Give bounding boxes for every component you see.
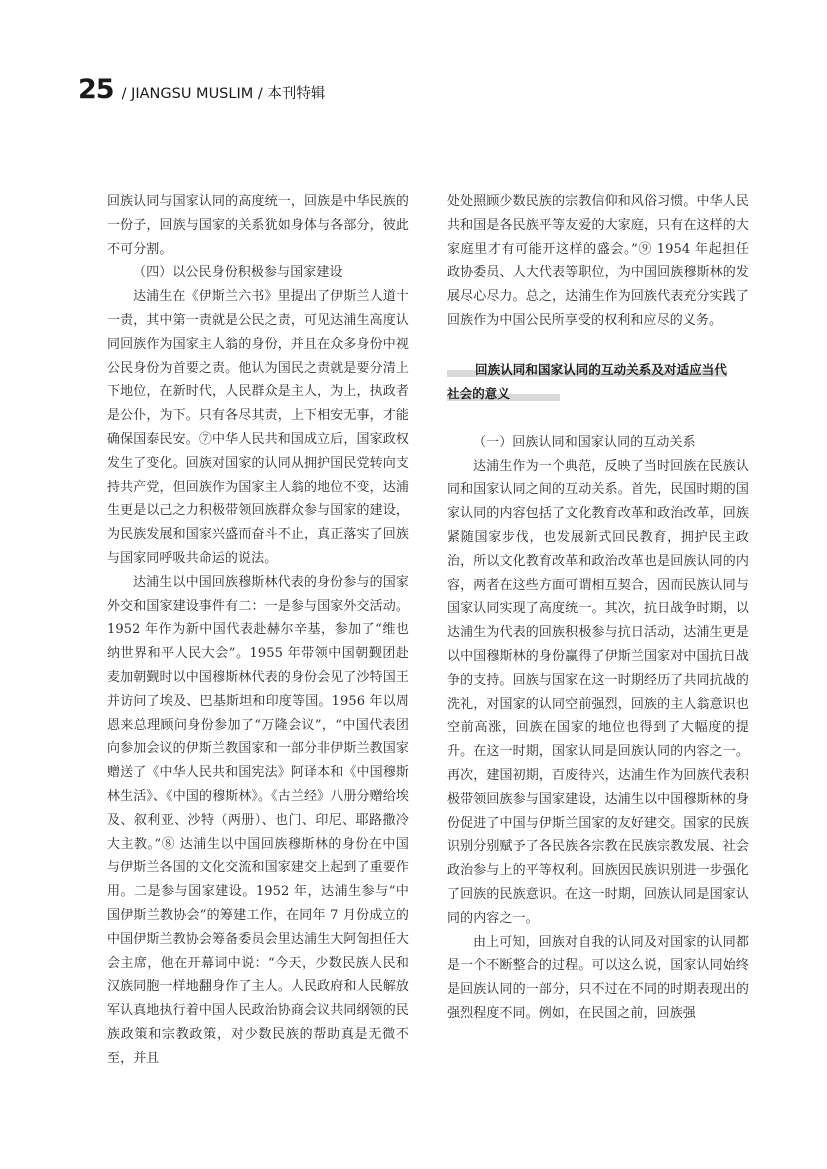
paragraph: 达浦生作为一个典范，反映了当时回族在民族认同和国家认同之间的互动关系。首先，民国时期的国家认同的内容包括了文化教育改革和政治改革，回族紧随国家步伐，也发展新式回民教育，拥护民主政治，所以文化教育改革和政治改革也是回族认同的内容，两者在这些方面可谓相互契合，因而民族认同与国家认同实现了高度统一。其次，抗日战争时期，以达浦生为代表的回族积极参与抗日活动，达浦生更是以中国穆斯林的身份赢得了伊斯兰国家对中国抗日战争的支持。回族与国家在这一时期经历了共同抗战的洗礼，对国家的认同空前强烈，回族的主人翁意识也空前高涨，回族在国家的地位也得到了大幅度的提升。在这一时期，国家认同是回族认同的内容之一。再次，建国初期，百废待兴，达浦生作为回族代表积极带领回族参与国家建设，达浦生以中国穆斯林的身份促进了中国与伊斯兰国家的友好建交。国家的民族识别分别赋予了各民族各宗教在民族宗教发展、社会政治参与上的平等权利。回族因民族识别进一步强化了回族的民族意识。在这一时期，回族认同是国家认同的内容之一。 [447,458,749,926]
paragraph: 处处照顾少数民族的宗教信仰和风俗习惯。中华人民共和国是各民族平等友爱的大家庭，只有在这样的大家庭里才有可能开这样的盛会。”⑨ 1954 年起担任政协委员、人大代表等职位，为中国回族穆斯林的发展尽心尽力。总之，达浦生作为回族代表充分实践了回族作为中国公民所享受的权利和应尽的义务。 [447,194,749,328]
journal-title: / JIANGSU MUSLIM / 本刊特辑 [121,86,326,102]
section-heading-line1: 回族认同和国家认同的互动关系及对适应当代 [447,362,727,377]
section-heading-line2: 社会的意义 [447,386,560,401]
paragraph: 回族认同与国家认同的高度统一，回族是中华民族的一份子，回族与国家的关系犹如身体与各部分，彼此不可分割。 [107,194,409,257]
paragraph: 由上可知，回族对自我的认同及对国家的认同都是一个不断整合的过程。可以这么说，国家认同始终是回族认同的一部分，只不过在不同的时期表现出的强烈程度不同。例如，在民国之前，回族强 [447,934,749,1021]
page-number: 25 [78,74,114,105]
running-header [78,74,325,108]
subsection-heading: （一）回族认同和国家认同的互动关系 [473,434,696,450]
paragraph: 达浦生以中国回族穆斯林代表的身份参与的国家外交和国家建设事件有二：一是参与国家外交活动。1952 年作为新中国代表赴赫尔辛基，参加了“维也纳世界和平人民大会”。1955 年带领中国朝觐团赴麦加朝觐时以中国穆斯林代表的身份会见了沙特国王并访问了埃及、巴基斯坦和印度等国。1956 年以周恩来总理顾问身份参加了“万隆会议”，“中国代表团向参加会议的伊斯兰教国家和一部分非伊斯兰教国家赠送了《中华人民共和国宪法》阿译本和《中国穆斯林生活》、《中国的穆斯林》。《古兰经》八册分赠给埃及、叙利亚、沙特（两册）、也门、印尼、耶路撒冷大主教。”⑧ 达浦生以中国回族穆斯林的身份在中国与伊斯兰各国的文化交流和国家建交上起到了重要作用。二是参与国家建设。1952 年，达浦生参与“中国伊斯兰教协会”的筹建工作，在同年 7 月份成立的中国伊斯兰教协会筹备委员会里达浦生大阿訇担任大会主席，他在开幕词中说：“今天，少数民族人民和汉族同胞一样地翻身作了主人。人民政府和人民解放军认真地执行着中国人民政治协商会议共同纲领的民族政策和宗教政策，对少数民族的帮助真是无微不至，并且 [107,574,409,1066]
paragraph: 达浦生在《伊斯兰六书》里提出了伊斯兰人道十一责，其中第一责就是公民之责，可见达浦生高度认同回族作为国家主人翁的身份，并且在众多身份中视公民身份为首要之责。他认为国民之责就是要分清上下地位，在新时代，人民群众是主人，为上，执政者是公仆，为下。只有各尽其责，上下相安无事，才能确保国泰民安。⑦中华人民共和国成立后，国家政权发生了变化。回族对国家的认同从拥护国民党转向支持共产党，但回族作为国家主人翁的地位不变，达浦生更是以己之力积极带领回族群众参与国家的建设，为民族发展和国家兴盛而奋斗不止，真正落实了回族与国家同呼吸共命运的说法。 [107,289,409,566]
section-heading [447,358,749,406]
left-column [107,190,409,1070]
right-column [447,190,749,1026]
subsection-heading: （四）以公民身份积极参与国家建设 [133,265,343,281]
